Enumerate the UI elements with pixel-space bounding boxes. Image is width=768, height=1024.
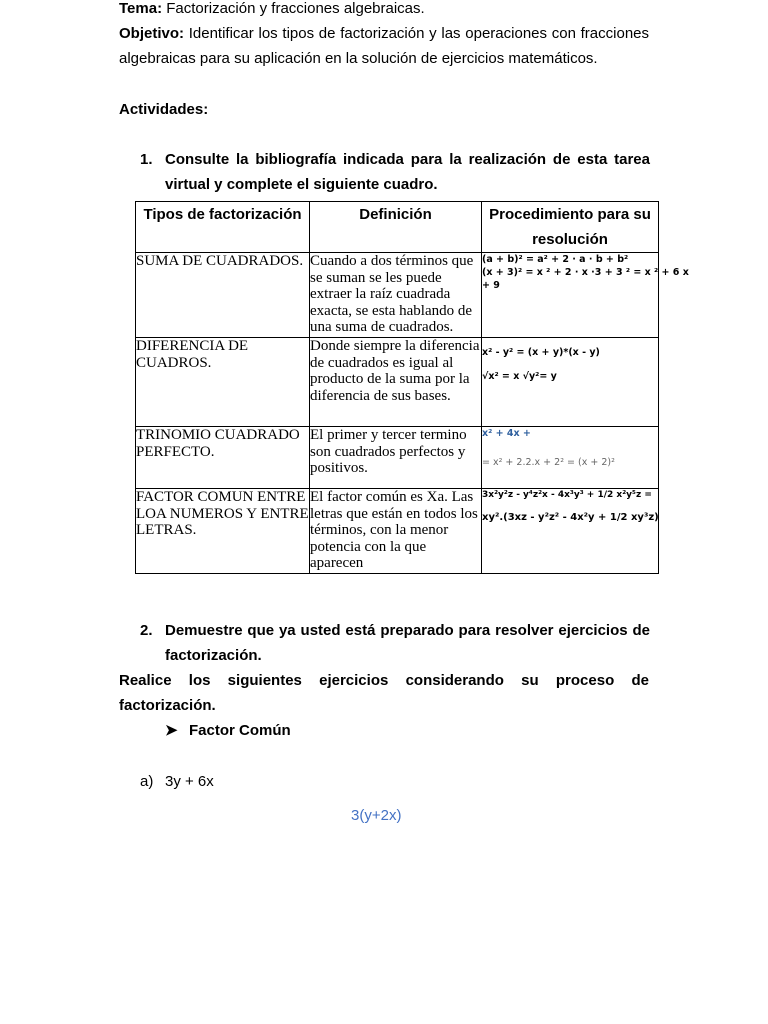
- table-row: [136, 489, 659, 574]
- row-type: FACTOR COMUN ENTRE LOA NUMEROS Y ENTRE LETRAS.: [136, 489, 310, 574]
- procedure-line: x² - y² = (x + y)*(x - y): [482, 347, 600, 358]
- row-definition: El factor común es Xa. Las letras que están en todos los términos, con la menor potencia con la que aparecen: [310, 489, 482, 574]
- header-procedimiento: Procedimiento para su resolución: [482, 202, 659, 253]
- table-row: [136, 253, 659, 338]
- row-procedure: [482, 338, 659, 427]
- procedure-line: = x² + 2.2.x + 2² = (x + 2)²: [482, 457, 615, 468]
- procedure-line: √x² = x √y²= y: [482, 371, 557, 382]
- row-procedure: [482, 489, 659, 574]
- row-definition: Cuando a dos términos que se suman se les puede extraer la raíz cuadrada exacta, se esta hablando de una suma de cuadrados.: [310, 253, 482, 338]
- table-row: [136, 338, 659, 427]
- arrow-bullet-icon: ➤: [165, 722, 178, 739]
- actividades-heading: Actividades:: [119, 101, 209, 118]
- question-1-number: 1.: [140, 151, 153, 168]
- factorization-table: [135, 201, 689, 574]
- question-2-number: 2.: [140, 622, 153, 639]
- realice-paragraph: Realice los siguientes ejercicios considerando su proceso de factorización.: [119, 672, 649, 714]
- tema-label: Tema:: [119, 0, 163, 17]
- question-2: [140, 618, 650, 668]
- row-procedure: [482, 253, 689, 338]
- procedure-line: (x + 3)² = x ² + 2 · x ·3 + 3 ² = x ² + 6 x: [482, 267, 689, 278]
- tema-line: [119, 0, 649, 21]
- exercise-a: [140, 769, 214, 794]
- procedure-line: (a + b)² = a² + 2 · a · b + b²: [482, 254, 629, 265]
- row-type: SUMA DE CUADRADOS.: [136, 253, 310, 338]
- exercise-a-answer: 3(y+2x): [351, 807, 402, 824]
- question-2-text: Demuestre que ya usted está preparado para resolver ejercicios de factorización.: [165, 622, 650, 664]
- question-1-text: Consulte la bibliografía indicada para la realización de esta tarea virtual y complete el siguiente cuadro.: [165, 151, 650, 193]
- objetivo-paragraph: [119, 21, 649, 71]
- table-row: [136, 427, 659, 489]
- row-definition: Donde siempre la diferencia de cuadrados es igual al producto de la suma por la diferencia de sus bases.: [310, 338, 482, 427]
- procedure-line: x² + 4x +: [482, 428, 531, 439]
- procedure-line: xy².(3xz - y²z² - 4x²y + 1/2 xy³z): [482, 512, 659, 523]
- procedure-line: + 9: [482, 280, 500, 291]
- row-procedure: [482, 427, 659, 489]
- table-header-row: [136, 202, 659, 253]
- factor-comun-label: Factor Común: [189, 722, 291, 739]
- objetivo-label: Objetivo:: [119, 25, 185, 42]
- tema-text: Factorización y fracciones algebraicas.: [162, 0, 425, 17]
- header-tipos: Tipos de factorización: [136, 202, 310, 253]
- exercise-a-expression: 3y + 6x: [165, 773, 214, 790]
- factor-comun-bullet: [165, 718, 291, 743]
- header-definicion: Definición: [310, 202, 482, 253]
- row-definition: El primer y tercer termino son cuadrados perfectos y positivos.: [310, 427, 482, 489]
- exercise-a-letter: a): [140, 773, 154, 790]
- objetivo-text: Identificar los tipos de factorización y las operaciones con fracciones algebraicas para su aplicación en la solución de ejercicios matemáticos.: [119, 25, 649, 67]
- row-type: TRINOMIO CUADRADO PERFECTO.: [136, 427, 310, 489]
- procedure-line: 3x²y²z - y⁴z²x - 4x³y³ + 1/2 x²y⁵z =: [482, 490, 652, 500]
- question-1: [140, 147, 650, 197]
- row-type: DIFERENCIA DE CUADROS.: [136, 338, 310, 427]
